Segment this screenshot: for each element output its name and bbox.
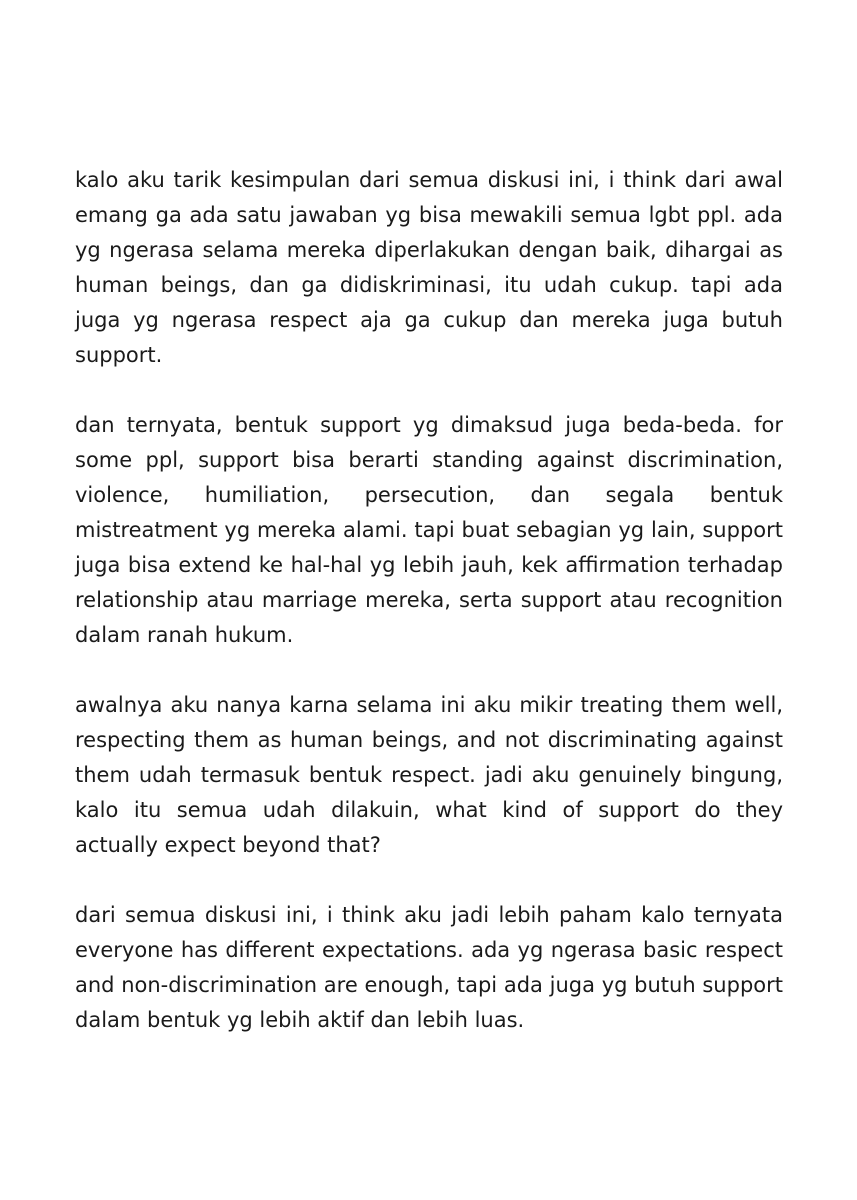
paragraph-1: kalo aku tarik kesimpulan dari semua diskusi ini, i think dari awal emang ga ada satu jawaban yg bisa mewakili semua lgbt ppl. ada yg ngerasa selama mereka diperlakukan dengan baik, dihargai as human beings, dan ga didiskriminasi, itu udah cukup. tapi ada juga yg ngerasa respect aja ga cukup dan mereka juga butuh support. <box>75 168 783 367</box>
paragraph-3: awalnya aku nanya karna selama ini aku mikir treating them well, respecting them as human beings, and not discriminating against them udah termasuk bentuk respect. jadi aku genuinely bingung, kalo itu semua udah dilakuin, what kind of support do they actually expect beyond that? <box>75 693 783 857</box>
paragraph-2: dan ternyata, bentuk support yg dimaksud juga beda-beda. for some ppl, support bisa berarti standing against discrimination, violence, humiliation, persecution, dan segala bentuk mistreatment yg mereka alami. tapi buat sebagian yg lain, support juga bisa extend ke hal-hal yg lebih jauh, kek affirmation terhadap relationship atau marriage mereka, serta support atau recognition dalam ranah hukum. <box>75 413 783 647</box>
document-body <box>75 163 783 1073</box>
paragraph-4: dari semua diskusi ini, i think aku jadi lebih paham kalo ternyata everyone has different expectations. ada yg ngerasa basic respect and non-discrimination are enough, tapi ada juga yg butuh support dalam bentuk yg lebih aktif dan lebih luas. <box>75 903 783 1032</box>
